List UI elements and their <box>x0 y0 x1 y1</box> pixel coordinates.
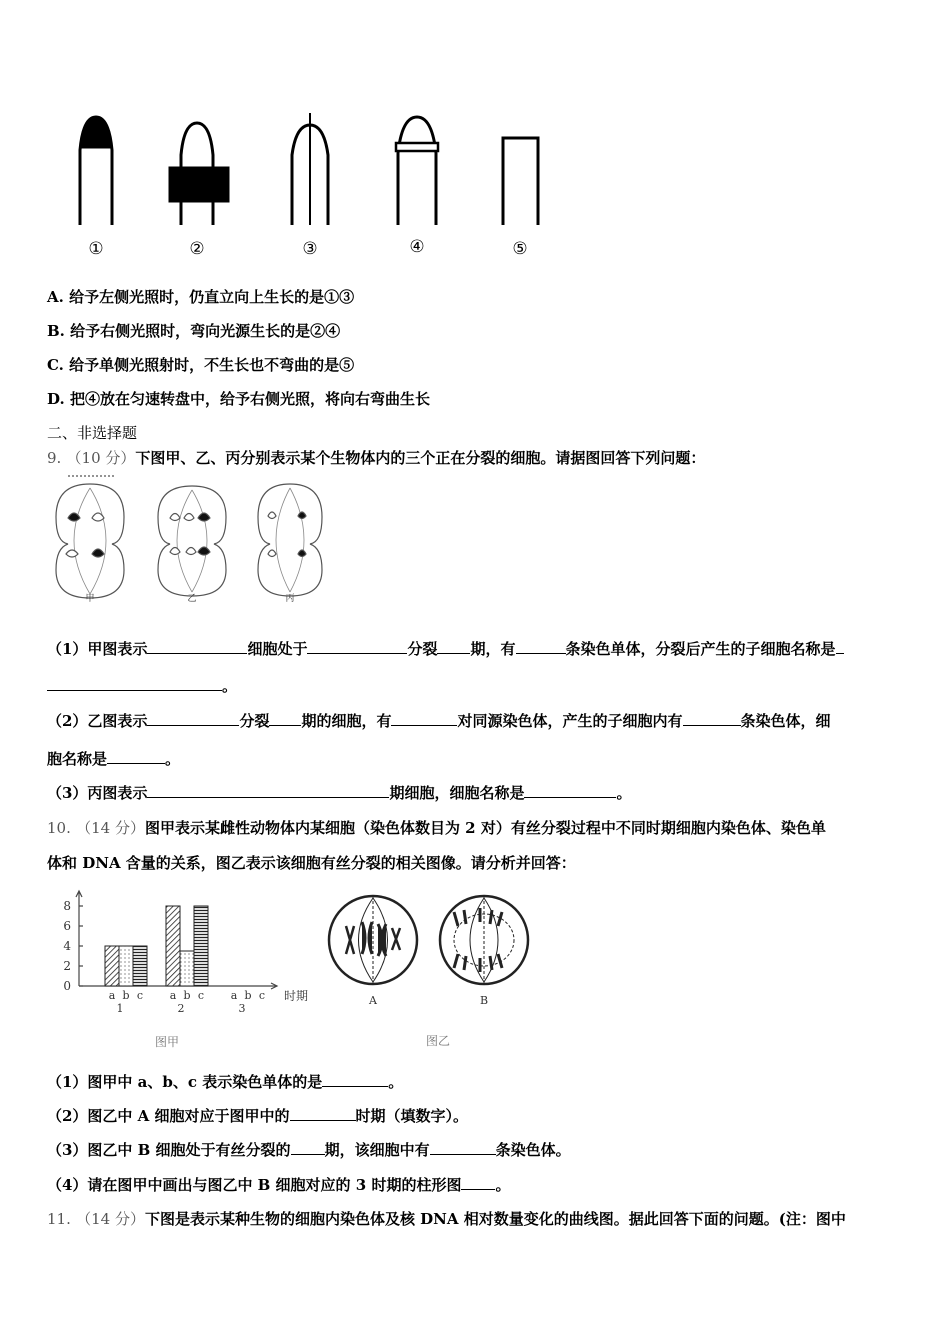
q10-score: （14 分） <box>76 819 145 837</box>
bar-label: a <box>169 989 177 1002</box>
q10-s3-blank-2[interactable] <box>430 1140 496 1155</box>
category-label: 2 <box>177 1002 185 1015</box>
cell-bing <box>258 484 322 596</box>
q10-s2-text-a: （2）图乙中 A 细胞对应于图甲中的 <box>47 1107 290 1125</box>
q10-s3-text-b: 期，该细胞中有 <box>324 1141 430 1159</box>
q9-part3-line <box>47 783 631 803</box>
q9-p2-text-c: 期的细胞，有 <box>301 712 392 730</box>
q9-p2-blank-4[interactable] <box>683 711 741 726</box>
q9-cell-figure <box>48 472 328 610</box>
q9-p2-text-f: 胞名称是 <box>47 750 108 768</box>
y-tick-label: 6 <box>63 919 71 933</box>
q9-p2-text-e: 条染色体，细 <box>740 712 831 730</box>
coleoptile-5 <box>503 138 538 225</box>
coleoptile-label-1: ① <box>88 239 104 259</box>
coleoptile-3 <box>292 113 328 225</box>
q9-p1-text-e: 条染色单体，分裂后产生的子细胞名称是 <box>565 640 836 658</box>
category-label: 1 <box>116 1002 124 1015</box>
q10-sub3 <box>47 1140 571 1160</box>
q10-bar-chart <box>55 888 325 1053</box>
q9-part2-line2 <box>47 749 180 769</box>
option-a-letter: A. <box>47 288 64 306</box>
bar-b-2 <box>180 951 194 986</box>
q9-score: （10 分） <box>66 449 136 467</box>
coleoptile-1 <box>80 117 112 225</box>
bar-label: b <box>183 989 191 1002</box>
q9-p2-blank-3[interactable] <box>391 711 457 726</box>
q10-s1-blank[interactable] <box>322 1072 388 1087</box>
y-tick-label: 4 <box>63 939 71 953</box>
q9-p2-text-a: （2）乙图表示 <box>47 712 148 730</box>
q10-s3-text-a: （3）图乙中 B 细胞处于有丝分裂的 <box>47 1141 291 1159</box>
q10-stem-line2: 体和 DNA 含量的关系，图乙表示该细胞有丝分裂的相关图像。请分析并回答： <box>47 854 576 872</box>
coleoptile-4 <box>396 117 438 225</box>
y-tick-label: 8 <box>63 899 71 913</box>
q10-s1-end: 。 <box>388 1073 404 1091</box>
option-b-letter: B. <box>47 322 65 340</box>
q10-s4-end: 。 <box>495 1176 511 1194</box>
bar-label: a <box>230 989 238 1002</box>
cell-a <box>329 896 417 984</box>
option-d-letter: D. <box>47 390 65 408</box>
q9-stem: 下图甲、乙、丙分别表示某个生物体内的三个正在分裂的细胞。请据图回答下列问题： <box>135 449 706 467</box>
q9-p2-blank-1[interactable] <box>147 711 239 726</box>
q9-p1-text-b: 细胞处于 <box>247 640 308 658</box>
bar-a-2 <box>166 906 180 986</box>
q11-score: （14 分） <box>76 1210 145 1228</box>
bar-c-2 <box>194 906 208 986</box>
coleoptile-2 <box>170 123 228 225</box>
bar-label: c <box>197 989 205 1002</box>
bar-c-1 <box>133 946 147 986</box>
q9-p3-end: 。 <box>616 784 632 802</box>
cell-label-jia: 甲 <box>85 594 95 604</box>
q10-s1-text: （1）图甲中 a、b、c 表示染色单体的是 <box>47 1073 323 1091</box>
q9-p1-blank-1[interactable] <box>147 639 247 654</box>
q10-sub4 <box>47 1175 510 1195</box>
y-tick-label: 2 <box>63 959 71 973</box>
coleoptile-label-5: ⑤ <box>512 239 528 259</box>
q10-stem-1: 图甲表示某雌性动物体内某细胞（染色体数目为 2 对）有丝分裂过程中不同时期细胞内染色体、染色单 <box>144 819 826 837</box>
cell-label-b: B <box>479 994 489 1007</box>
q9-stem-line <box>47 448 705 468</box>
coleoptile-label-2: ② <box>189 239 205 259</box>
option-a <box>47 287 354 307</box>
q9-p1-text-a: （1）甲图表示 <box>47 640 148 658</box>
q10-sub2 <box>47 1106 468 1126</box>
option-b <box>47 321 340 341</box>
bar-label: b <box>244 989 252 1002</box>
bar-label: c <box>136 989 144 1002</box>
coleoptile-figure <box>60 105 560 265</box>
q10-cell-figure <box>326 886 546 1051</box>
q9-p3-blank-2[interactable] <box>524 783 616 798</box>
bar-a-1 <box>105 946 119 986</box>
option-d <box>47 389 430 409</box>
q10-s2-blank[interactable] <box>290 1106 356 1121</box>
q9-part1-line2 <box>47 676 237 696</box>
q9-p1-blank-2[interactable] <box>307 639 407 654</box>
fig-jia-caption: 图甲 <box>154 1035 180 1049</box>
q10-number: 10. <box>47 819 71 837</box>
q9-p2-text-d: 对同源染色体，产生的子细胞内有 <box>457 712 683 730</box>
cell-yi <box>158 486 226 596</box>
cell-label-a: A <box>369 994 377 1007</box>
coleoptile-label-4: ④ <box>409 237 425 257</box>
q9-p3-blank-1[interactable] <box>147 783 389 798</box>
q10-stem-line1 <box>47 818 826 838</box>
x-axis-label: 时期 <box>284 989 309 1003</box>
bar-label: a <box>108 989 116 1002</box>
cell-label-bing: 丙 <box>285 594 295 604</box>
q9-p1-blank-5a[interactable] <box>836 639 844 654</box>
q9-p1-blank-5b[interactable] <box>47 676 222 691</box>
q9-p3-text-a: （3）丙图表示 <box>47 784 148 802</box>
cell-label-yi: 乙 <box>187 594 197 604</box>
q9-part1-line1 <box>47 639 844 659</box>
q9-part2-line1 <box>47 711 831 731</box>
coleoptile-label-3: ③ <box>302 239 318 259</box>
option-c-letter: C. <box>47 356 64 374</box>
q9-p1-text-c: 分裂 <box>407 640 438 658</box>
option-b-text: 给予右侧光照时，弯向光源生长的是②④ <box>70 322 341 340</box>
q9-p1-text-d: 期，有 <box>470 640 516 658</box>
q11-number: 11. <box>47 1210 71 1228</box>
q9-p1-blank-4[interactable] <box>516 639 566 654</box>
option-c <box>47 355 354 375</box>
cell-jia <box>56 476 124 598</box>
bar-b-1 <box>119 946 133 986</box>
q9-p1-end: 。 <box>222 677 238 695</box>
q9-p1-blank-3[interactable] <box>437 639 470 654</box>
q10-s2-text-b: 时期（填数字）。 <box>355 1107 469 1125</box>
q9-p3-text-b: 期细胞，细胞名称是 <box>389 784 525 802</box>
bar-label: b <box>122 989 130 1002</box>
q10-s3-blank-1[interactable] <box>291 1140 325 1155</box>
option-d-text: 把④放在匀速转盘中，给予右侧光照，将向右弯曲生长 <box>69 390 430 408</box>
option-c-text: 给予单侧光照射时，不生长也不弯曲的是⑤ <box>69 356 355 374</box>
q9-p2-blank-2[interactable] <box>269 711 301 726</box>
section-title: 二、非选择题 <box>47 424 138 442</box>
fig-yi-caption: 图乙 <box>425 1034 451 1048</box>
q10-s4-blank[interactable] <box>461 1175 495 1190</box>
y-tick-label: 0 <box>63 979 71 993</box>
q11-stem-line <box>47 1209 846 1229</box>
q10-s3-text-c: 条染色体。 <box>495 1141 571 1159</box>
bar-label: c <box>258 989 266 1002</box>
q9-p2-text-b: 分裂 <box>239 712 270 730</box>
q10-sub1 <box>47 1072 403 1092</box>
cell-b <box>440 896 528 984</box>
q9-p2-end: 。 <box>165 750 181 768</box>
q9-number: 9. <box>47 449 62 467</box>
q11-stem: 下图是表示某种生物的细胞内染色体及核 DNA 相对数量变化的曲线图。据此回答下面的问题。(注：图中 <box>144 1210 846 1228</box>
category-label: 3 <box>238 1002 246 1015</box>
q10-s4-text: （4）请在图甲中画出与图乙中 B 细胞对应的 3 时期的柱形图 <box>47 1176 462 1194</box>
option-a-text: 给予左侧光照时，仍直立向上生长的是①③ <box>69 288 355 306</box>
q9-p2-blank-5[interactable] <box>107 749 165 764</box>
chart-bars <box>105 906 208 986</box>
